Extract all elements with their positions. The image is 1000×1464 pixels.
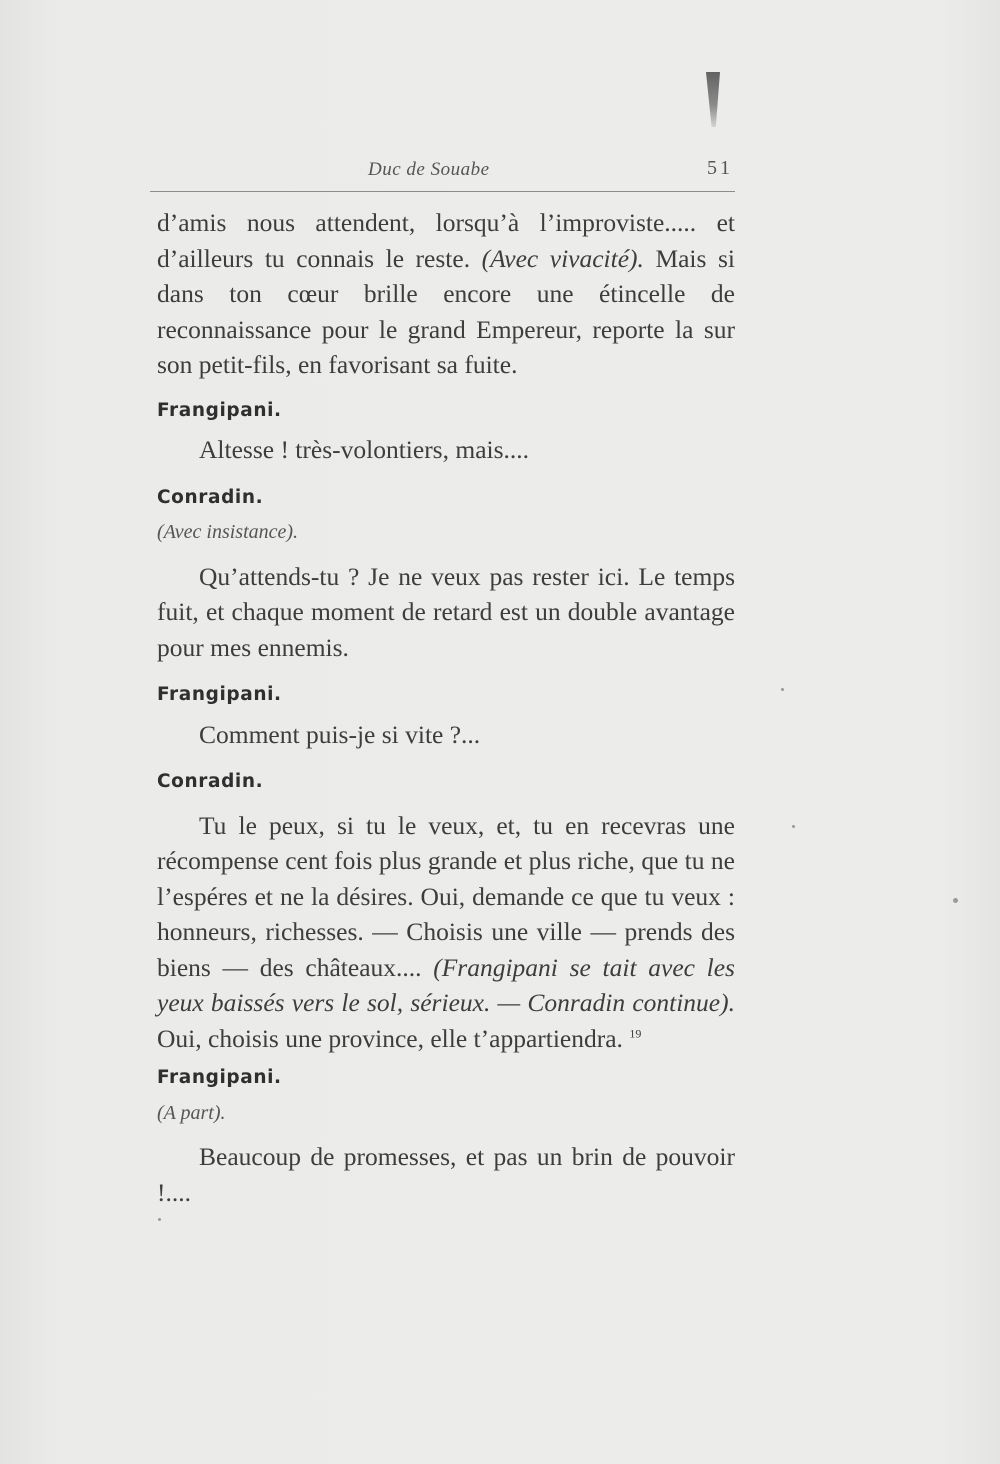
page-edge-mark: [706, 72, 720, 127]
page-number: 51: [707, 157, 733, 179]
speaker-name: Frangipani.: [157, 399, 282, 421]
paper-speck: [953, 898, 958, 903]
stage-direction: (Avec vivacité).: [481, 243, 644, 273]
paragraph: [157, 808, 735, 1057]
speaker-name: Conradin.: [157, 771, 264, 792]
stage-direction: (A part).: [157, 1101, 226, 1124]
speaker-name: Conradin.: [157, 486, 264, 508]
paper-speck: [792, 825, 795, 828]
text-run: Oui, choisis une province, elle t’appartiendra.: [157, 1023, 623, 1053]
paragraph: Qu’attends-tu ? Je ne veux pas rester ici. Le temps fuit, et chaque moment de retard est un double avantage pour mes ennemis.: [157, 561, 735, 662]
page-body: [157, 205, 735, 1210]
stage-direction: (Frangipani se tait avec les yeux baissés vers le sol, sérieux. — Conradin continue).: [157, 952, 735, 1017]
speaker-name: Frangipani.: [157, 1067, 282, 1088]
header-rule: [150, 191, 735, 192]
stage-direction: (Avec insistance).: [157, 521, 299, 543]
paragraph: Altesse ! très-volontiers, mais....: [199, 435, 530, 464]
footnote-marker: 19: [629, 1026, 642, 1040]
text-run: d’amis nous attendent, lorsqu’à l’improviste..... et d’ailleurs tu connais le reste.: [157, 208, 735, 273]
text-run: Mais si dans ton cœur brille encore une étincelle de reconnaissance pour le grand Empereur, reporte la sur son petit-fils, en favorisant sa fuite.: [157, 243, 735, 379]
paragraph: Comment puis-je si vite ?...: [199, 719, 481, 749]
paper-speck: [781, 688, 784, 691]
text-run: Tu le peux, si tu le veux, et, tu en recevras une récompense cent fois plus grande et plus riche, que tu ne l’espéres et ne la désires. Oui, demande ce que tu veux : honneurs, richesses. — Choisis une ville — prends des biens — des châteaux....: [157, 810, 735, 982]
paper-speck: [158, 1218, 161, 1221]
paragraph: Beaucoup de promesses, et pas un brin de pouvoir !....: [157, 1142, 735, 1207]
page-header: [150, 155, 735, 185]
speaker-name: Frangipani.: [157, 684, 282, 705]
running-title: Duc de Souabe: [368, 159, 490, 180]
paragraph: [157, 205, 735, 383]
